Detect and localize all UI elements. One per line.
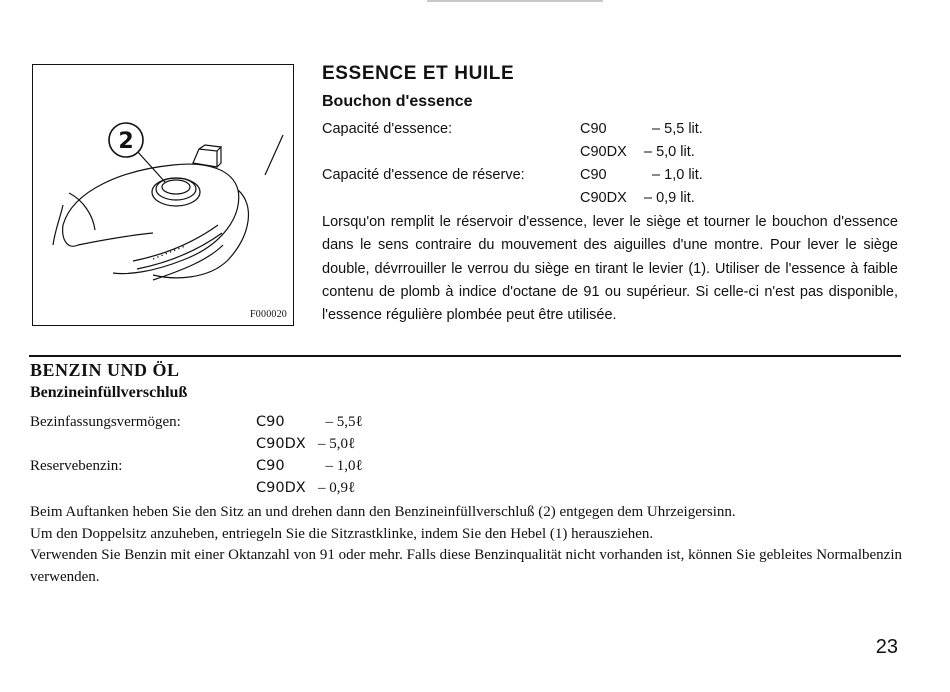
page-number: 23 — [875, 636, 898, 658]
spec-value: – 0,9ℓ — [318, 480, 356, 496]
french-body-text: Lorsqu'on remplit le réservoir d'essence, lever le siège et tourner le bouchon d'essence dans le sens contraire du mouvement des aiguilles d'une montre. Pour lever le siège double, dévrrouiller le verrou du siège en tirant le levier (1). Utiliser de l'essence à faible contenu de plomb à indice d'octane de 91 ou supérieur. Si celle-ci n'est pas disponible, l'essence régulière plombée peut être utilisée. — [322, 214, 898, 324]
figure-code: F000020 — [250, 309, 287, 320]
spec-value: – 5,0ℓ — [318, 436, 356, 452]
french-spec-row — [322, 187, 898, 210]
spec-label: Reservebenzin: — [30, 458, 123, 474]
german-spec-row — [30, 455, 902, 477]
german-subtitle: Benzineinfüllverschluß — [30, 384, 188, 401]
german-spec-row — [30, 477, 902, 499]
spec-label: Bezinfassungsvermögen: — [30, 414, 181, 430]
spec-value: – 5,0 lit. — [644, 144, 695, 160]
spec-model: C90DX — [580, 144, 627, 160]
german-paragraph: Beim Auftanken heben Sie den Sitz an und drehen dann den Benzineinfüllverschluß (2) entgegen dem Uhrzeigersinn. — [30, 504, 736, 520]
spec-model: C90DX — [256, 480, 306, 496]
svg-text:• • • • • • • •: • • • • • • • • — [151, 244, 186, 263]
spec-value: – 1,0 lit. — [644, 167, 703, 183]
german-paragraph: Um den Doppelsitz anzuheben, entriegeln Sie die Sitzrastklinke, indem Sie den Hebel (1) herausziehen. — [30, 525, 654, 542]
spec-model: C90 — [580, 167, 607, 183]
german-spec-row — [30, 411, 902, 433]
spec-model: C90 — [580, 121, 607, 137]
french-section — [322, 60, 898, 327]
spec-label: Capacité d'essence de réserve: — [322, 167, 525, 183]
spec-value: – 5,5ℓ — [318, 414, 363, 430]
french-spec-row — [322, 118, 898, 141]
callout-2-label: 2 — [118, 129, 134, 154]
spec-model: C90 — [256, 414, 285, 430]
german-paragraph: Verwenden Sie Benzin mit einer Oktanzahl von 91 oder mehr. Falls diese Benzinqualität nicht vorhanden ist, können Sie gebleites Normalbenzin verwenden. — [30, 547, 902, 585]
german-body-text — [30, 502, 902, 588]
spec-value: – 0,9 lit. — [644, 190, 695, 206]
german-spec-row — [30, 433, 902, 455]
section-divider — [29, 355, 901, 357]
spec-model: C90DX — [256, 436, 306, 452]
spec-value: – 1,0ℓ — [318, 458, 363, 474]
spec-value: – 5,5 lit. — [644, 121, 703, 137]
top-edge-mark — [427, 0, 603, 2]
french-title: ESSENCE ET HUILE — [322, 63, 515, 84]
spec-model: C90 — [256, 458, 285, 474]
french-spec-row — [322, 164, 898, 187]
german-title: BENZIN UND ÖL — [30, 360, 180, 380]
spec-model: C90DX — [580, 190, 627, 206]
spec-label: Capacité d'essence: — [322, 121, 453, 137]
fuel-cap-illustration — [32, 64, 294, 326]
fuel-tank-drawing — [33, 65, 292, 324]
french-spec-row — [322, 141, 898, 164]
german-section — [30, 359, 902, 588]
french-subtitle: Bouchon d'essence — [322, 93, 473, 110]
